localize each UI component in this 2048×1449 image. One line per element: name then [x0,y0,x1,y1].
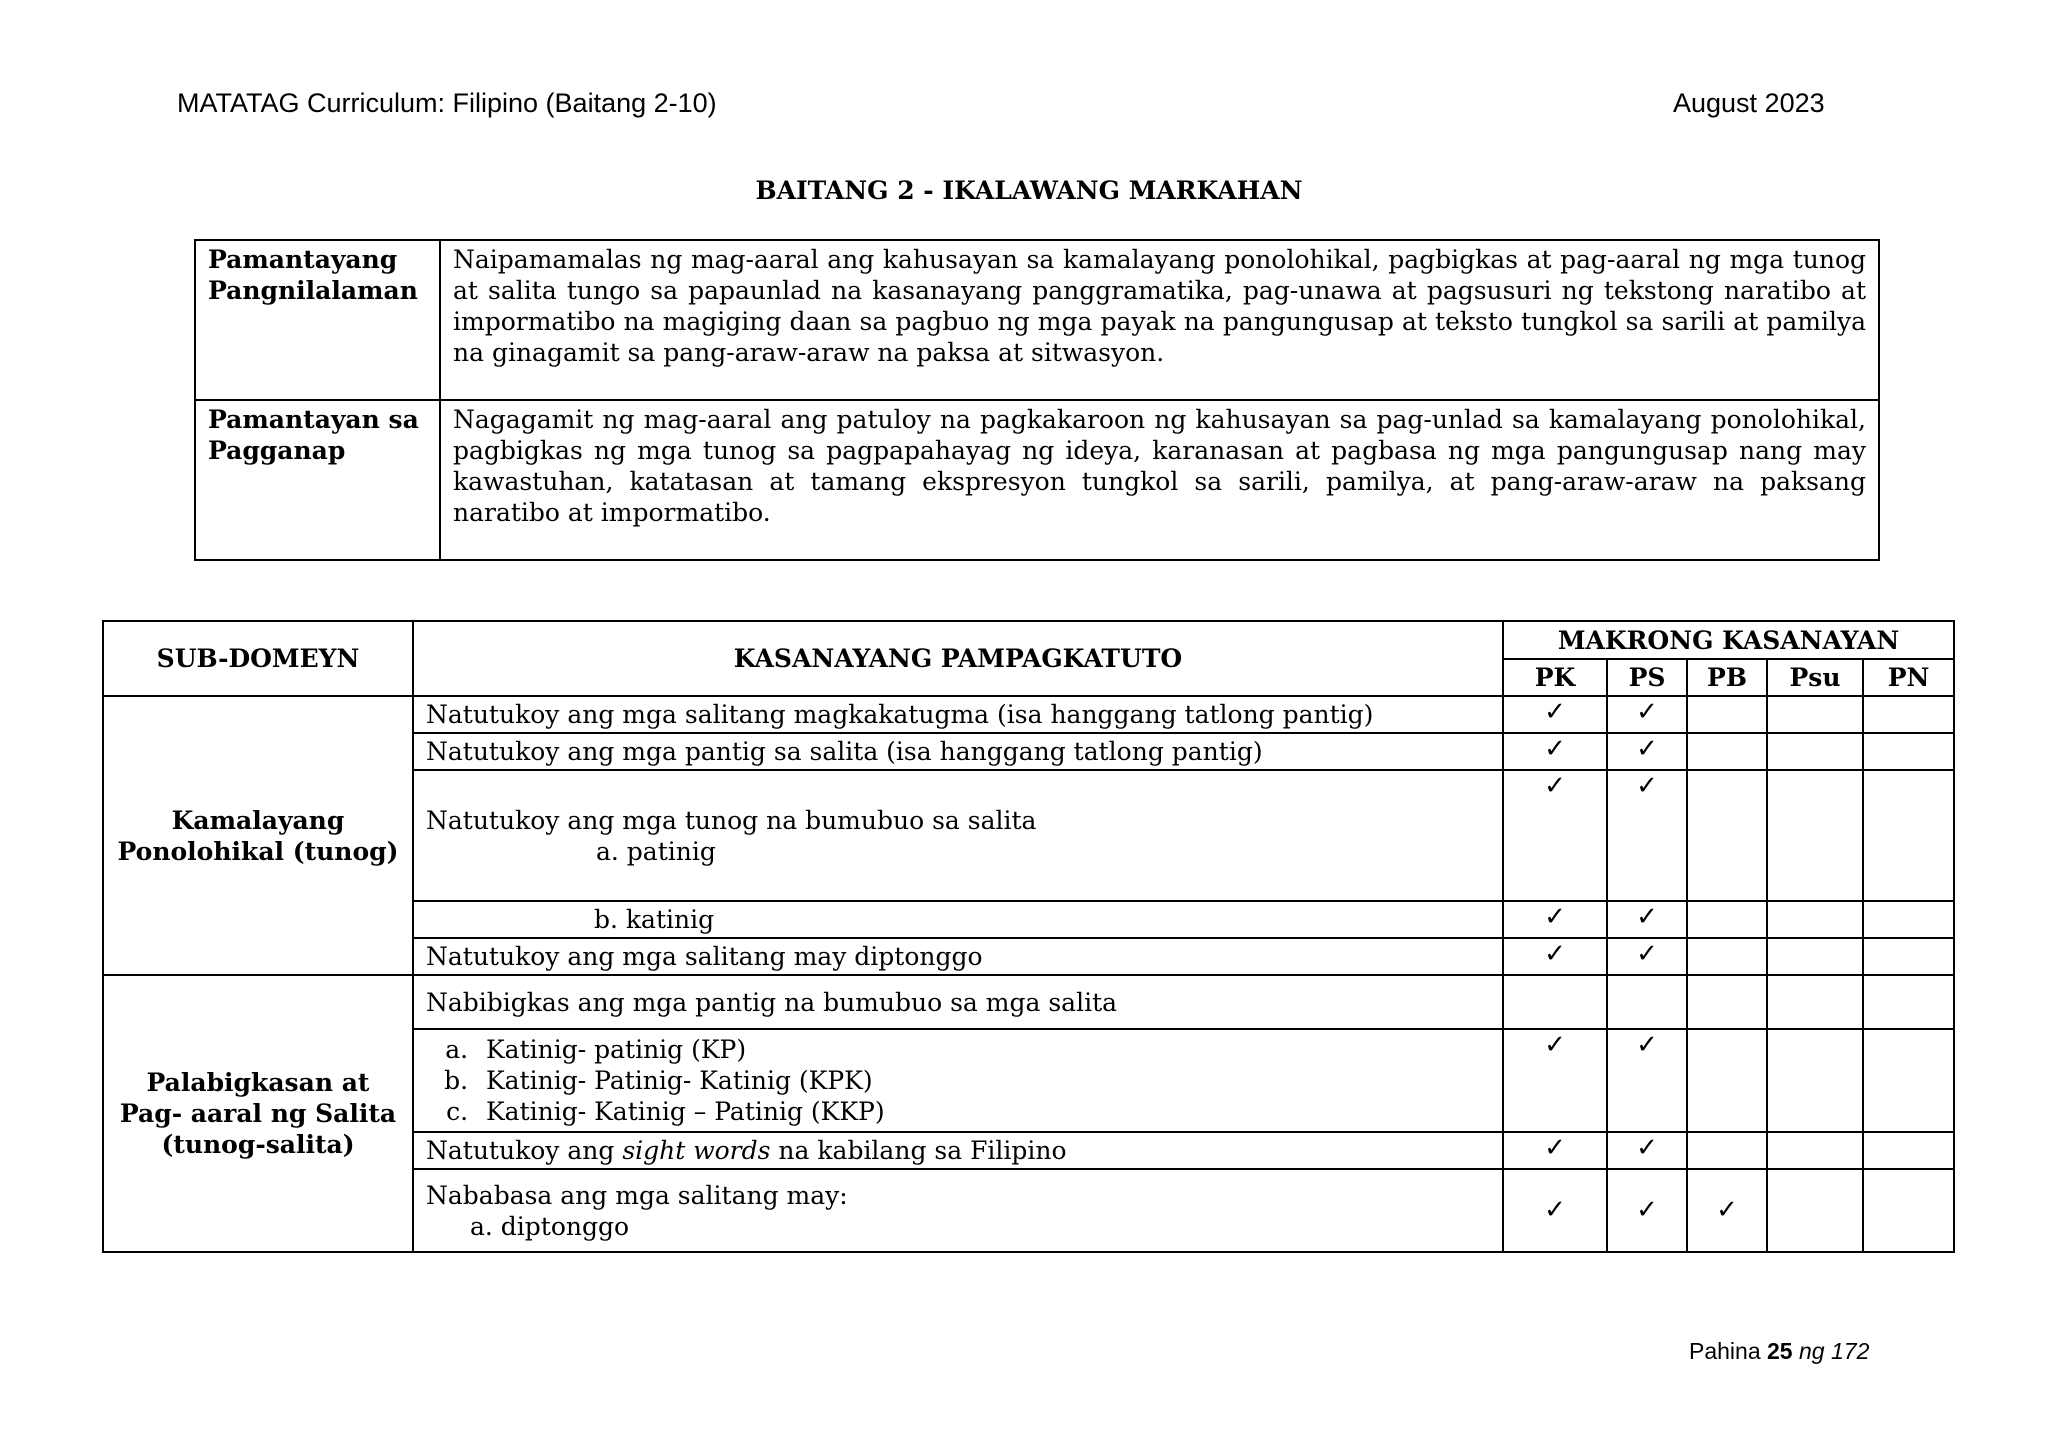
check-mark-icon: ✓ [1544,1030,1566,1060]
table-row [103,975,1954,1029]
list-item: a. Katinig- patinig (KP) [476,1034,1490,1065]
check-mark-icon: ✓ [1544,697,1566,727]
check-cell [1687,938,1767,975]
standard-text: Nagagamit ng mag-aaral ang patuloy na pagkakaroon ng kahusayan sa pag-unlad sa kamalayang ponolohikal, pagbigkas ng mga tunog sa pagpapahayag ng ideya, karanasan at pagbasa ng mga pangungusap nang may kawastuhan, katatasan at tamang ekspresyon tungkol sa sarili, pamilya, at pang-araw-araw na paksang naratibo at impormatibo. [440,400,1879,560]
check-cell [1767,733,1863,770]
check-mark-icon: ✓ [1636,697,1658,727]
check-cell [1607,975,1687,1029]
standard-text: Naipamamalas ng mag-aaral ang kahusayan sa kamalayang ponolohikal, pagbigkas at pag-aaral ng mga tunog at salita tungo sa papaunlad na kasanayang panggramatika, pag-unawa at pagsusuri ng tekstong naratibo at impormatibo na magiging daan sa pagbuo ng mga payak na pangungusap at teksto tungkol sa sarili at pamilya na ginagamit sa pang-araw-araw na paksa at sitwasyon. [440,240,1879,400]
page-total: 172 [1830,1338,1870,1364]
macro-col-header: PK [1503,659,1607,696]
competency-subitem: a. diptonggo [470,1211,630,1241]
check-cell [1767,901,1863,938]
sub-domain-header: SUB-DOMEYN [103,621,413,696]
check-mark-icon: ✓ [1544,1133,1566,1163]
check-cell [1863,1029,1954,1132]
check-cell [1687,1169,1767,1252]
grade-title: BAITANG 2 - IKALAWANG MARKAHAN [755,176,1303,205]
check-cell [1503,696,1607,733]
page-label: Pahina [1689,1338,1761,1364]
sub-domain-cell: Kamalayang Ponolohikal (tunog) [103,696,413,975]
check-cell [1863,901,1954,938]
doc-header-title: MATATAG Curriculum: Filipino (Baitang 2-10) [177,88,717,118]
standards-row [195,400,1879,560]
check-cell [1687,1029,1767,1132]
check-cell [1607,901,1687,938]
check-cell [1607,938,1687,975]
check-cell [1863,1132,1954,1169]
competency-cell [413,1169,1503,1252]
check-mark-icon: ✓ [1636,771,1658,801]
competency-text: Natutukoy ang mga tunog na bumubuo sa salita [426,805,1037,835]
check-mark-icon: ✓ [1636,902,1658,932]
check-cell [1767,770,1863,901]
competency-cell: Natutukoy ang mga salitang magkakatugma (isa hanggang tatlong pantig) [413,696,1503,733]
check-mark-icon: ✓ [1544,734,1566,764]
page-number: 25 [1767,1338,1793,1364]
check-cell [1503,733,1607,770]
check-mark-icon: ✓ [1636,1030,1658,1060]
check-cell [1767,696,1863,733]
header-row [103,621,1954,659]
doc-header-date: August 2023 [1673,88,1825,118]
check-cell [1607,1169,1687,1252]
check-cell [1503,770,1607,901]
macro-col-header: PB [1687,659,1767,696]
check-cell [1863,733,1954,770]
competency-cell [413,1132,1503,1169]
check-cell [1863,938,1954,975]
check-cell [1687,733,1767,770]
check-cell [1687,975,1767,1029]
competency-cell [413,770,1503,901]
competency-table [102,620,1955,1253]
macro-col-header: PN [1863,659,1954,696]
check-cell [1607,733,1687,770]
check-cell [1863,1169,1954,1252]
check-cell [1767,1169,1863,1252]
check-mark-icon: ✓ [1544,771,1566,801]
competency-cell [413,1029,1503,1132]
competency-sublist [426,1034,1490,1127]
check-cell [1607,1132,1687,1169]
sub-domain-cell: Palabigkasan at Pag- aaral ng Salita (tunog-salita) [103,975,413,1252]
check-cell [1607,696,1687,733]
check-cell [1863,770,1954,901]
competency-cell: Nabibigkas ang mga pantig na bumubuo sa mga salita [413,975,1503,1029]
competency-emphasis: sight words [622,1136,771,1165]
list-item: b. Katinig- Patinig- Katinig (KPK) [476,1065,1490,1096]
competency-cell: b. katinig [413,901,1503,938]
competency-text: Natutukoy ang [426,1136,623,1165]
competency-subitem: a. patinig [596,836,716,866]
check-cell [1767,938,1863,975]
check-cell [1767,975,1863,1029]
list-item: c. Katinig- Katinig – Patinig (KKP) [476,1096,1490,1127]
check-cell [1503,975,1607,1029]
check-mark-icon: ✓ [1636,939,1658,969]
competency-header: KASANAYANG PAMPAGKATUTO [413,621,1503,696]
check-cell [1863,975,1954,1029]
check-cell [1503,901,1607,938]
check-mark-icon: ✓ [1636,1133,1658,1163]
check-cell [1687,696,1767,733]
check-cell [1863,696,1954,733]
check-mark-icon: ✓ [1544,1195,1566,1225]
check-mark-icon: ✓ [1636,734,1658,764]
macro-col-header: PS [1607,659,1687,696]
standards-table [194,239,1880,561]
competency-cell: Natutukoy ang mga pantig sa salita (isa hanggang tatlong pantig) [413,733,1503,770]
check-cell [1687,901,1767,938]
competency-cell: Natutukoy ang mga salitang may diptonggo [413,938,1503,975]
competency-text: na kabilang sa Filipino [770,1136,1067,1165]
page-of-label: ng [1799,1338,1825,1364]
standard-label: Pamantayang Pangnilalaman [195,240,440,400]
check-mark-icon: ✓ [1544,902,1566,932]
check-cell [1767,1132,1863,1169]
check-mark-icon: ✓ [1544,939,1566,969]
check-cell [1687,1132,1767,1169]
check-cell [1503,938,1607,975]
check-cell [1607,770,1687,901]
check-mark-icon: ✓ [1636,1195,1658,1225]
check-mark-icon: ✓ [1716,1195,1738,1225]
standards-row [195,240,1879,400]
table-row [103,696,1954,733]
page-footer [1689,1338,1869,1365]
standard-label: Pamantayan sa Pagganap [195,400,440,560]
check-cell [1687,770,1767,901]
check-cell [1767,1029,1863,1132]
macro-col-header: Psu [1767,659,1863,696]
competency-text: Nababasa ang mga salitang may: [426,1180,848,1210]
check-cell [1503,1169,1607,1252]
check-cell [1503,1132,1607,1169]
macro-skills-header: MAKRONG KASANAYAN [1503,621,1954,659]
check-cell [1607,1029,1687,1132]
check-cell [1503,1029,1607,1132]
